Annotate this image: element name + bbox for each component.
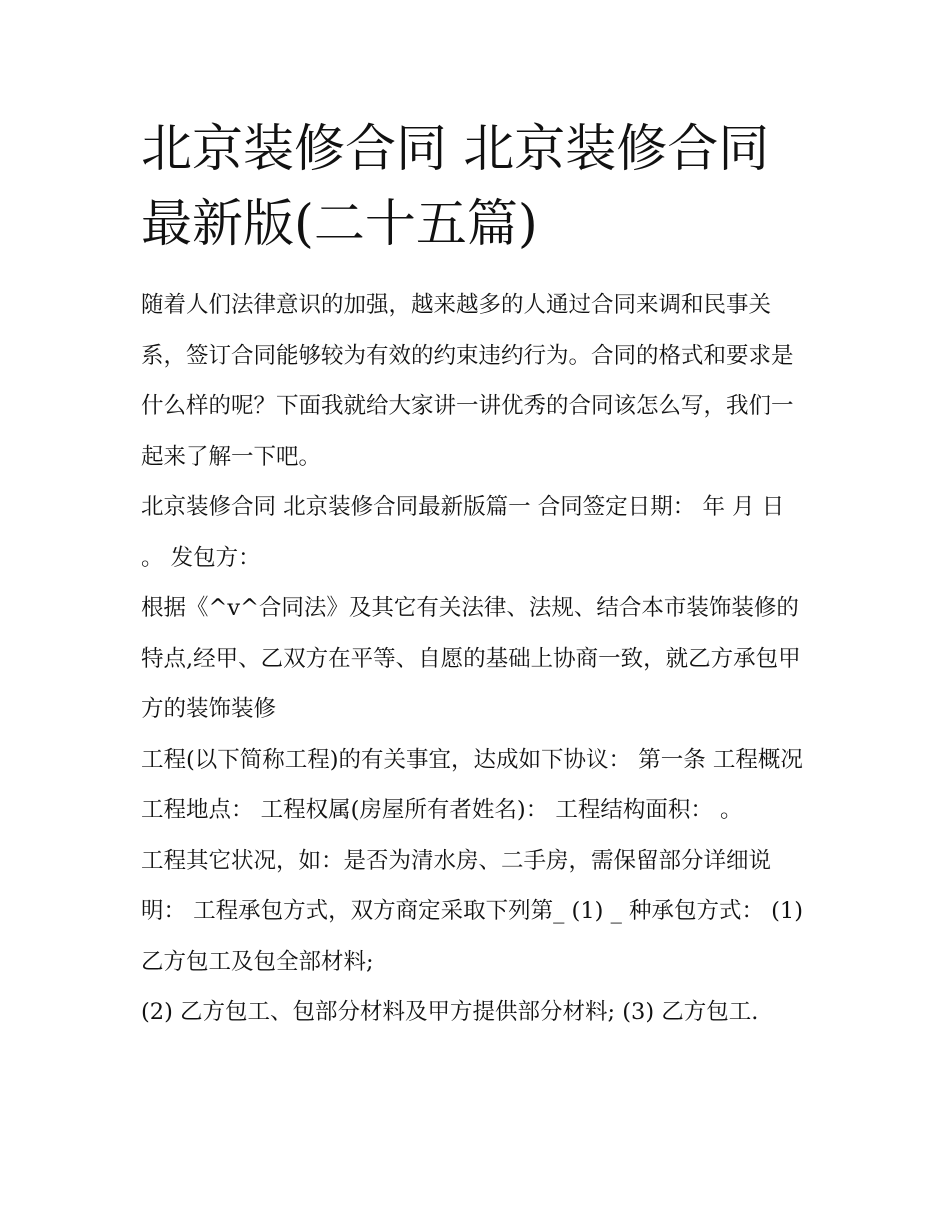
document-title: 北京装修合同 北京装修合同最新版(二十五篇) (141, 120, 770, 254)
paragraph-project-overview: 工程(以下简称工程)的有关事宜，达成如下协议： 第一条 工程概况 工程地点： 工程权属(房屋所有者姓名)： 工程结构面积： 。 (141, 746, 803, 823)
paragraph-project-details: 工程其它状况，如：是否为清水房、二手房，需保留部分详细说明： 工程承包方式，双方商定采取下列第_ (1) _ 种承包方式： (1) 乙方包工及包全部材料; (141, 847, 804, 975)
paragraph-legal-basis: 根据《^v^合同法》及其它有关法律、法规、结合本市装饰装修的特点,经甲、乙双方在平等、自愿的基础上协商一致，就乙方承包甲方的装饰装修 (141, 595, 801, 722)
document-body (141, 112, 813, 1038)
paragraph-contract-methods: (2) 乙方包工、包部分材料及甲方提供部分材料; (3) 乙方包工. (141, 999, 759, 1025)
paragraph-contract-date: 北京装修合同 北京装修合同最新版篇一 合同签定日期： 年 月 日 。 发包方： (141, 494, 785, 571)
paragraph-intro: 随着人们法律意识的加强，越来越多的人通过合同来调和民事关系，签订合同能够较为有效的约束违约行为。合同的格式和要求是什么样的呢？下面我就给大家讲一讲优秀的合同该怎么写，我们一起来了解一下吧。 (141, 292, 794, 470)
